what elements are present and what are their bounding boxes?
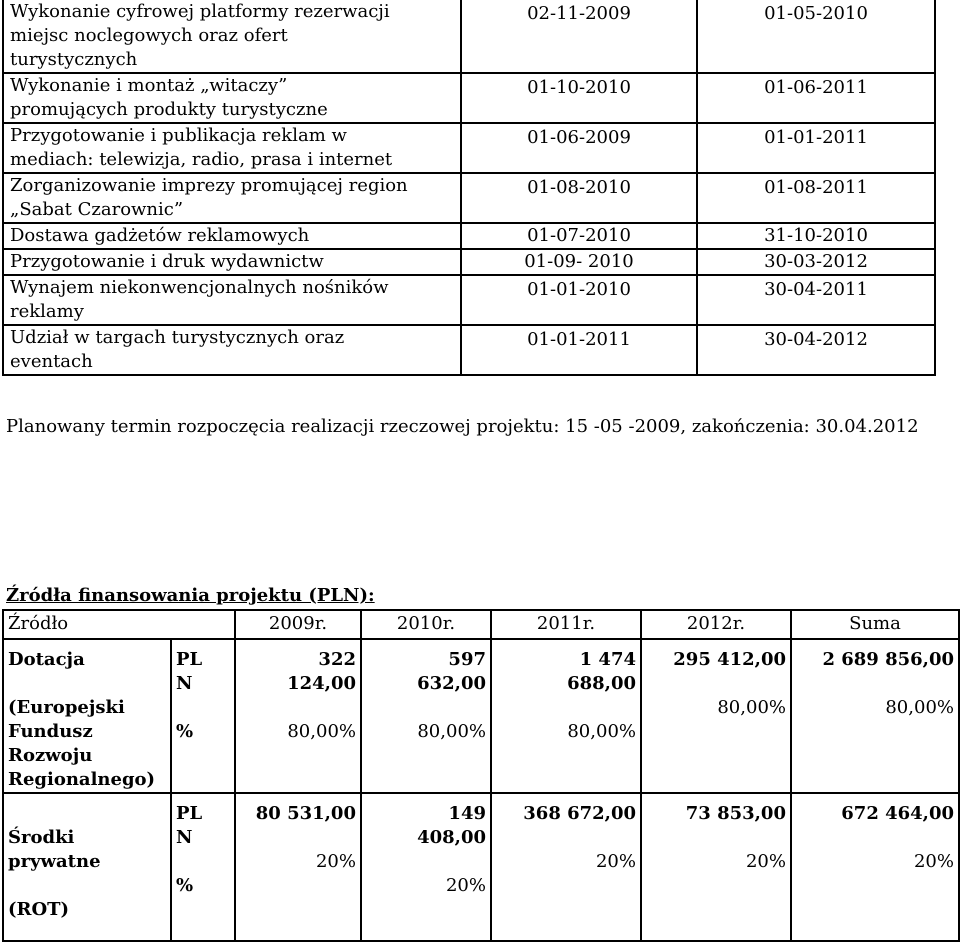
table-row — [3, 223, 935, 249]
unit-percent: % — [176, 721, 194, 742]
source-line: (Europejski — [8, 697, 125, 718]
end-date: 01-06-2011 — [697, 73, 935, 123]
value-percent: 20% — [445, 875, 486, 896]
start-date: 01-06-2009 — [461, 123, 697, 173]
value-cell-sum — [791, 639, 959, 793]
column-header-source: Źródło — [3, 610, 235, 639]
source-line: Fundusz — [8, 721, 93, 742]
unit-line: N — [176, 673, 193, 694]
value-percent: 80,00% — [717, 697, 786, 718]
unit-cell — [171, 793, 235, 941]
source-line: prywatne — [8, 851, 101, 872]
task-line: Dostawa gadżetów reklamowych — [10, 225, 310, 246]
value-cell-2009 — [235, 639, 361, 793]
value-pln-line: 149 — [448, 803, 486, 824]
task-cell — [3, 73, 461, 123]
table-row — [3, 0, 935, 73]
unit-line: N — [176, 827, 193, 848]
value-pln-line: 124,00 — [287, 673, 356, 694]
financing-table — [2, 609, 960, 942]
end-date: 01-01-2011 — [697, 123, 935, 173]
column-header-2009: 2009r. — [235, 610, 361, 639]
start-date: 01-01-2010 — [461, 275, 697, 325]
end-date: 01-08-2011 — [697, 173, 935, 223]
column-header-2012: 2012r. — [641, 610, 791, 639]
start-date: 01-10-2010 — [461, 73, 697, 123]
start-date: 02-11-2009 — [461, 0, 697, 73]
end-date: 30-04-2012 — [697, 325, 935, 375]
start-date: 01-09- 2010 — [461, 249, 697, 275]
column-header-2010: 2010r. — [361, 610, 491, 639]
task-cell — [3, 123, 461, 173]
value-pln: 672 464,00 — [841, 803, 954, 824]
task-line: mediach: telewizja, radio, prasa i internet — [10, 149, 393, 170]
planned-term-text: Planowany termin rozpoczęcia realizacji rzeczowej projektu: 15 -05 -2009, zakończenia: 30.04.2012 — [6, 416, 919, 437]
value-percent: 20% — [913, 851, 954, 872]
value-percent: 20% — [315, 851, 356, 872]
value-pln-line: 688,00 — [567, 673, 636, 694]
value-cell-2011 — [491, 793, 641, 941]
value-pln: 80 531,00 — [255, 803, 356, 824]
start-date: 01-08-2010 — [461, 173, 697, 223]
value-pln: 295 412,00 — [673, 649, 786, 670]
value-pln-line: 632,00 — [417, 673, 486, 694]
source-line — [8, 672, 166, 696]
column-header-sum: Suma — [791, 610, 959, 639]
table-row — [3, 325, 935, 375]
unit-line: PL — [176, 649, 203, 670]
end-date: 01-05-2010 — [697, 0, 935, 73]
task-line: miejsc noclegowych oraz ofert — [10, 25, 288, 46]
source-cell — [3, 639, 171, 793]
table-header-row — [3, 610, 959, 639]
task-cell — [3, 173, 461, 223]
source-line: (ROT) — [8, 899, 70, 920]
value-cell-2010 — [361, 639, 491, 793]
task-line: reklamy — [10, 301, 84, 322]
table-row — [3, 173, 935, 223]
task-line: Zorganizowanie imprezy promującej region — [10, 175, 408, 196]
task-line: turystycznych — [10, 49, 138, 70]
source-line — [8, 874, 166, 898]
value-cell-sum — [791, 793, 959, 941]
value-cell-2009 — [235, 793, 361, 941]
table-row — [3, 73, 935, 123]
end-date: 30-04-2011 — [697, 275, 935, 325]
table-row-private — [3, 793, 959, 941]
value-percent: 80,00% — [885, 697, 954, 718]
unit-cell — [171, 639, 235, 793]
value-pln-line: 1 474 — [579, 649, 636, 670]
task-line: eventach — [10, 351, 93, 372]
schedule-table — [2, 0, 936, 376]
task-line: Udział w targach turystycznych oraz — [10, 327, 345, 348]
task-line: Wynajem niekonwencjonalnych nośników — [10, 277, 389, 298]
financing-heading: Źródła finansowania projektu (PLN): — [6, 585, 375, 606]
task-line: promujących produkty turystyczne — [10, 99, 328, 120]
source-line — [8, 802, 166, 826]
task-cell — [3, 223, 461, 249]
value-pln: 73 853,00 — [685, 803, 786, 824]
end-date: 31-10-2010 — [697, 223, 935, 249]
task-cell — [3, 0, 461, 73]
task-line: Wykonanie cyfrowej platformy rezerwacji — [10, 1, 390, 22]
value-pln-line: 597 — [448, 649, 486, 670]
start-date: 01-07-2010 — [461, 223, 697, 249]
task-line: Przygotowanie i druk wydawnictw — [10, 251, 324, 272]
source-line: Dotacja — [8, 649, 85, 670]
value-cell-2012 — [641, 639, 791, 793]
table-row-dotacja — [3, 639, 959, 793]
value-percent: 80,00% — [417, 721, 486, 742]
table-row — [3, 249, 935, 275]
value-pln: 368 672,00 — [523, 803, 636, 824]
source-line: Środki — [8, 827, 75, 848]
value-cell-2012 — [641, 793, 791, 941]
value-percent: 20% — [745, 851, 786, 872]
start-date: 01-01-2011 — [461, 325, 697, 375]
source-line: Regionalnego) — [8, 769, 156, 790]
task-line: „Sabat Czarownic” — [10, 199, 184, 220]
value-pln-line: 322 — [318, 649, 356, 670]
source-line: Rozwoju — [8, 745, 93, 766]
table-row — [3, 123, 935, 173]
value-cell-2011 — [491, 639, 641, 793]
task-cell — [3, 275, 461, 325]
task-line: Wykonanie i montaż „witaczy” — [10, 75, 288, 96]
value-percent: 80,00% — [287, 721, 356, 742]
task-cell — [3, 325, 461, 375]
value-percent: 80,00% — [567, 721, 636, 742]
task-line: Przygotowanie i publikacja reklam w — [10, 125, 347, 146]
table-row — [3, 275, 935, 325]
unit-line: PL — [176, 803, 203, 824]
source-cell — [3, 793, 171, 941]
value-pln: 2 689 856,00 — [822, 649, 954, 670]
column-header-2011: 2011r. — [491, 610, 641, 639]
task-cell — [3, 249, 461, 275]
value-cell-2010 — [361, 793, 491, 941]
unit-percent: % — [176, 875, 194, 896]
end-date: 30-03-2012 — [697, 249, 935, 275]
value-pln-line: 408,00 — [417, 827, 486, 848]
value-percent: 20% — [595, 851, 636, 872]
